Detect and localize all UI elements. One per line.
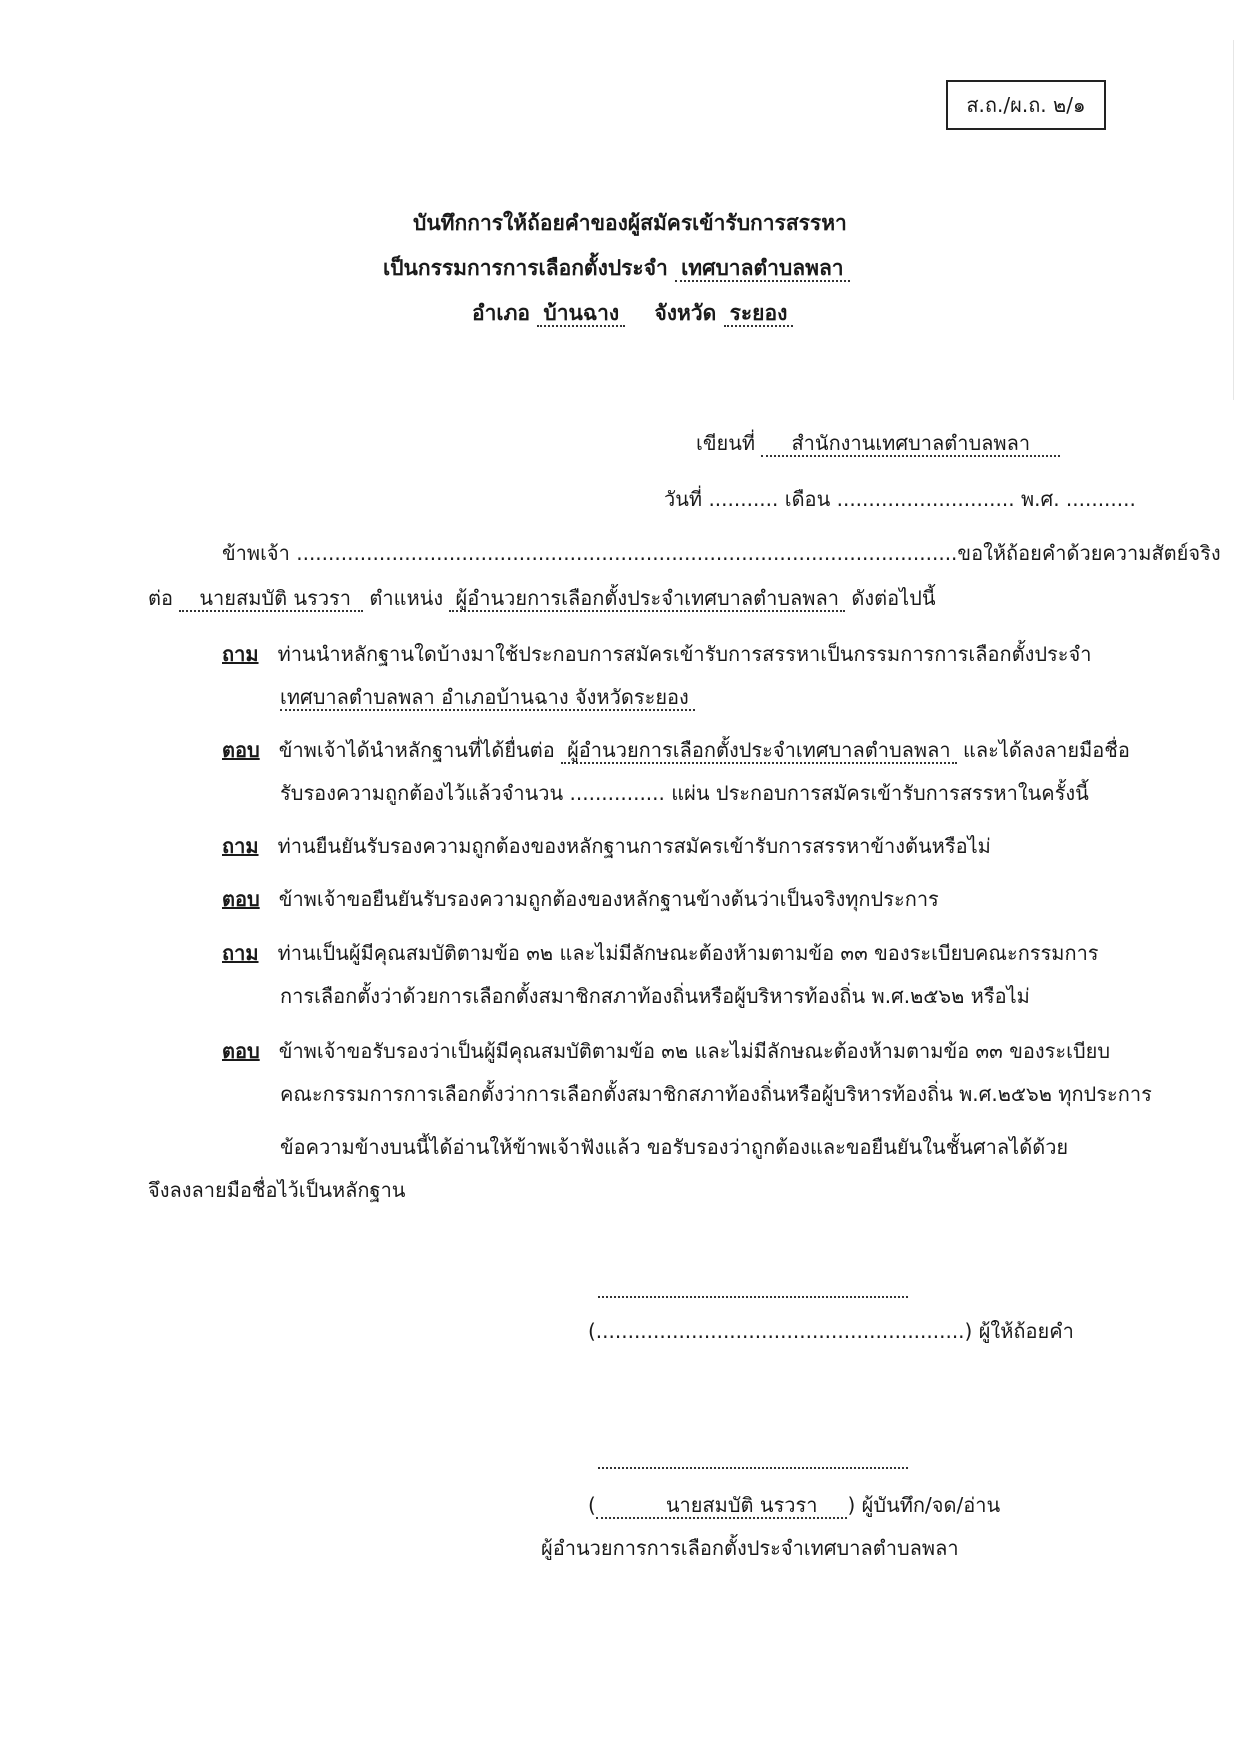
qa-text: และได้ลงลายมือชื่อ [962,738,1130,762]
question-label: ถาม [222,834,259,858]
statement-text: ขอให้ถ้อยคำด้วยความสัตย์จริง [957,541,1221,565]
question-label: ถาม [222,642,259,666]
qa-2-line-2 [280,780,1089,806]
qa-text: ท่านเป็นผู้มีคุณสมบัติตามข้อ ๓๒ และไม่มีลักษณะต้องห้ามตามข้อ ๓๓ ของระเบียบคณะกรรมการ [277,941,1099,965]
qa-5-line-2 [280,983,1030,1009]
signature-2-open: ( [588,1493,596,1517]
answer-label: ตอบ [222,887,260,911]
director-value: ผู้อำนวยการเลือกตั้งประจำเทศบาลตำบลพลา [561,738,957,764]
signature-2-name-line [588,1492,1000,1518]
written-at-line [696,430,1060,456]
name-label: ข้าพเจ้า [222,541,290,565]
signature-2-role: ผู้บันทึก/จด/อ่าน [861,1493,1001,1517]
intro-line-1 [222,540,1221,566]
date-line: วันที่ ........... เดือน ............................ พ.ศ. ........... [664,487,1136,511]
intro-line-2 [148,585,936,611]
qa-text: ท่านยืนยันรับรองความถูกต้องของหลักฐานการสมัครเข้ารับการสรรหาข้างต้นหรือไม่ [277,834,991,858]
amphoe-label: อำเภอ [472,301,531,325]
signature-1-name-line [588,1318,1074,1344]
title-line-1 [413,210,847,236]
qa-text-filled: เทศบาลตำบลพลา อำเภอบ้านฉาง จังหวัดระยอง [280,685,695,711]
to-label: ต่อ [148,586,173,610]
position-value: ผู้อำนวยการเลือกตั้งประจำเทศบาลตำบลพลา [449,586,845,612]
qa-6-line-2 [280,1081,1152,1107]
qa-2-line-1 [222,737,1130,763]
qa-1-line-1 [222,641,1091,667]
answer-label: ตอบ [222,738,260,762]
written-at-value: สำนักงานเทศบาลตำบลพลา [761,431,1060,457]
answer-label: ตอบ [222,1039,260,1063]
title-line-3 [472,300,793,326]
qa-text: รับรองความถูกต้องไว้แล้วจำนวน ............... แผ่น ประกอบการสมัครเข้ารับการสรรหาในครั้งนี้ [280,781,1089,805]
signature-2-name: นายสมบัติ นรวรา [596,1493,848,1519]
closing-line-2: จึงลงลายมือชื่อไว้เป็นหลักฐาน [148,1178,406,1202]
to-value: นายสมบัติ นรวรา [179,586,363,612]
qa-text: ข้าพเจ้าขอรับรองว่าเป็นผู้มีคุณสมบัติตามข้อ ๓๒ และไม่มีลักษณะต้องห้ามตามข้อ ๓๓ ของระเบียบ [278,1039,1111,1063]
form-code-box: ส.ถ./ผ.ถ. ๒/๑ [946,80,1106,130]
qa-6-line-1 [222,1038,1110,1064]
qa-5-line-1 [222,940,1099,966]
province-label: จังหวัด [654,301,717,325]
signature-1-role: ผู้ให้ถ้อยคำ [978,1319,1074,1343]
position-label: ตำแหน่ง [369,586,444,610]
qa-text: คณะกรรมการการเลือกตั้งว่าการเลือกตั้งสมาชิกสภาท้องถิ่นหรือผู้บริหารท้องถิ่น พ.ศ.๒๕๖๒ ทุกประการ [280,1082,1152,1106]
signature-line-1 [598,1296,908,1298]
name-dots: ........................................................................................................ [296,541,958,565]
qa-text: การเลือกตั้งว่าด้วยการเลือกตั้งสมาชิกสภาท้องถิ่นหรือผู้บริหารท้องถิ่น พ.ศ.๒๕๖๒ หรือไม่ [280,984,1030,1008]
written-at-label: เขียนที่ [696,431,756,455]
title-line-2 [383,255,850,281]
qa-3-line-1 [222,833,991,859]
ending-text: ดังต่อไปนี้ [851,586,936,610]
signature-2-position: ผู้อำนวยการการเลือกตั้งประจำเทศบาลตำบลพลา [541,1536,959,1560]
closing-line-1: ข้อความข้างบนนี้ได้อ่านให้ข้าพเจ้าฟังแล้ว ขอรับรองว่าถูกต้องและขอยืนยันในชั้นศาลได้ด้วย [280,1135,1069,1159]
signature-1-name-dots: (..........................................................) [588,1319,973,1343]
qa-text: ข้าพเจ้าได้นำหลักฐานที่ได้ยื่นต่อ [278,738,555,762]
signature-line-2 [598,1467,908,1469]
municipality-value: เทศบาลตำบลพลา [675,256,849,282]
qa-text: ท่านนำหลักฐานใดบ้างมาใช้ประกอบการสมัครเข้ารับการสรรหาเป็นกรรมการการเลือกตั้งประจำ [277,642,1092,666]
province-value: ระยอง [724,301,794,327]
amphoe-value: บ้านฉาง [537,301,625,327]
qa-4-line-1 [222,886,939,912]
question-label: ถาม [222,941,259,965]
qa-1-line-2 [280,684,695,710]
title-prefix: เป็นกรรมการการเลือกตั้งประจำ [383,256,668,280]
qa-text: ข้าพเจ้าขอยืนยันรับรองความถูกต้องของหลักฐานข้างต้นว่าเป็นจริงทุกประการ [278,887,939,911]
signature-2-close: ) [847,1493,856,1517]
scan-edge-line [1233,40,1234,400]
title-text: บันทึกการให้ถ้อยคำของผู้สมัครเข้ารับการสรรหา [413,211,847,235]
